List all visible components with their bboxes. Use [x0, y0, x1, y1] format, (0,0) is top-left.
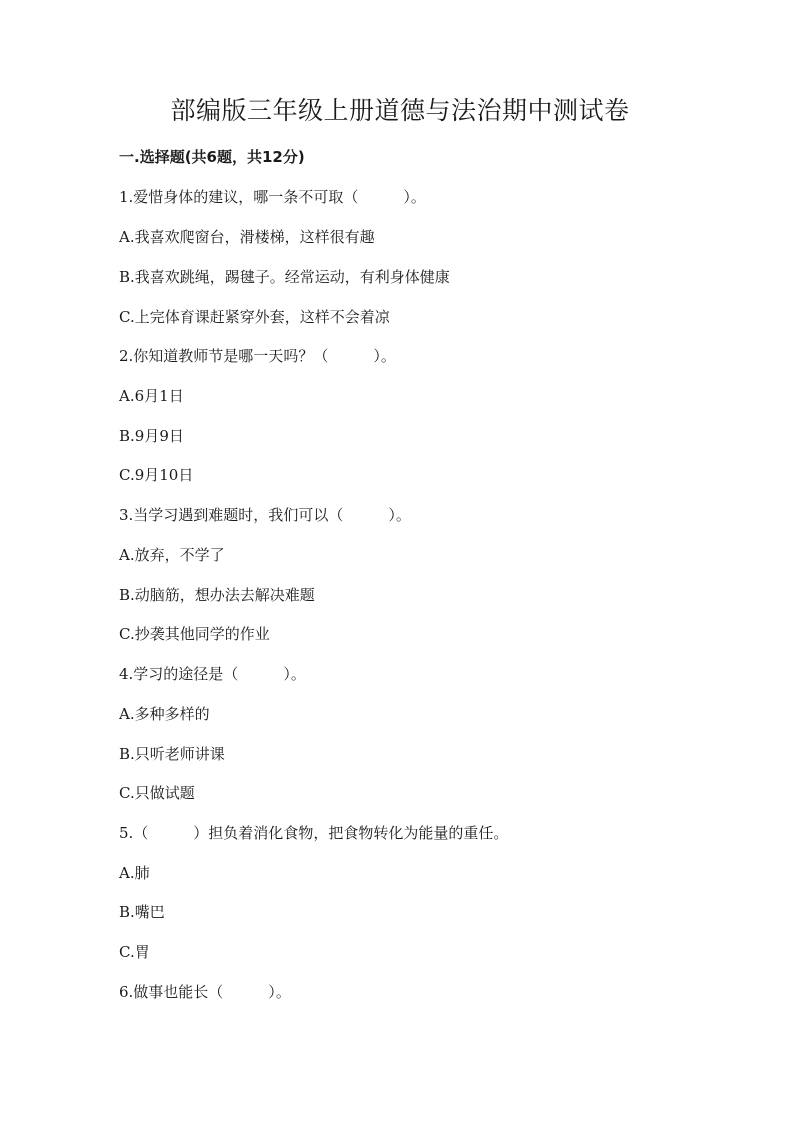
question-3-stem: 3.当学习遇到难题时，我们可以（ ）。	[119, 506, 411, 524]
question-1-option-b: B.我喜欢跳绳，踢毽子。经常运动，有利身体健康	[119, 268, 450, 286]
question-1-option-c: C.上完体育课赶紧穿外套，这样不会着凉	[119, 308, 390, 326]
question-5-stem: 5.（ ）担负着消化食物，把食物转化为能量的重任。	[119, 824, 509, 842]
question-1-stem: 1.爱惜身体的建议，哪一条不可取（ ）。	[119, 188, 426, 206]
question-5-option-a: A.肺	[119, 864, 150, 882]
question-1-option-a: A.我喜欢爬窗台，滑楼梯，这样很有趣	[119, 228, 375, 246]
question-2-option-a: A.6月1日	[119, 387, 184, 405]
question-2-option-b: B.9月9日	[119, 427, 184, 445]
question-4-stem: 4.学习的途径是（ ）。	[119, 665, 306, 683]
question-3-option-a: A.放弃，不学了	[119, 546, 225, 564]
question-2-option-c: C.9月10日	[119, 466, 194, 484]
question-5-option-b: B.嘴巴	[119, 903, 165, 921]
question-4-option-a: A.多种多样的	[119, 705, 210, 723]
question-4-option-c: C.只做试题	[119, 784, 195, 802]
question-4-option-b: B.只听老师讲课	[119, 745, 225, 763]
page-title: 部编版三年级上册道德与法治期中测试卷	[170, 96, 630, 125]
question-3-option-c: C.抄袭其他同学的作业	[119, 625, 270, 643]
question-3-option-b: B.动脑筋，想办法去解决难题	[119, 586, 315, 604]
question-2-stem: 2.你知道教师节是哪一天吗？（ ）。	[119, 347, 396, 365]
question-5-option-c: C.胃	[119, 943, 150, 961]
section-heading: 一.选择题(共6题，共12分)	[119, 148, 305, 166]
question-6-stem: 6.做事也能长（ ）。	[119, 983, 291, 1001]
